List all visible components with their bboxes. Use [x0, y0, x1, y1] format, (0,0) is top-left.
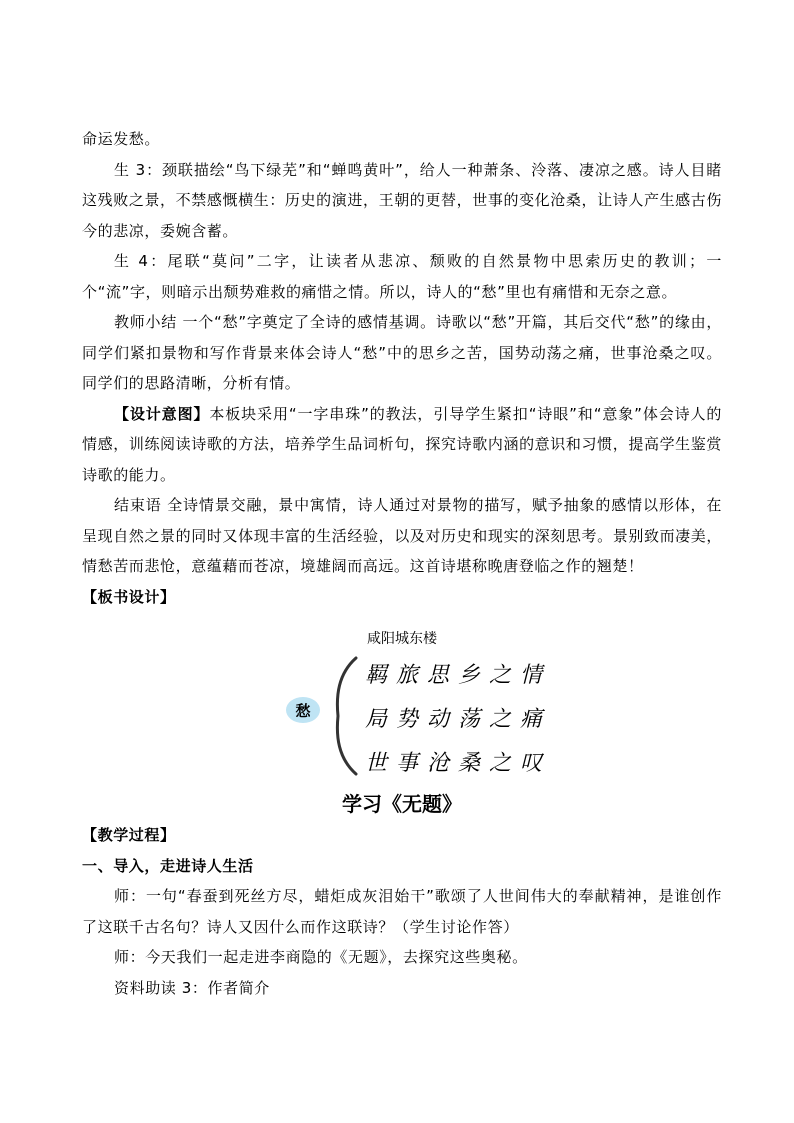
lesson-discussion	[82, 124, 722, 612]
step-heading: 一、导入，走进诗人生活	[82, 856, 254, 875]
board-line-3: 世事沧桑之叹	[365, 751, 552, 776]
paragraph-student-4: 生 4：尾联“莫问”二字，让读者从悲凉、颓败的自然景物中思索历史的教训；一个“流”字，则暗示出颓势难救的痛惜之情。所以，诗人的“愁”里也有痛惜和无奈之意。	[82, 252, 722, 301]
design-intent-text: 本板块采用“一字串珠”的教法，引导学生紧扣“诗眼”和“意象”体会诗人的情感，训练阅读诗歌的方法，培养学生品词析句，探究诗歌内涵的意识和习惯，提高学生鉴赏诗歌的能力。	[82, 404, 722, 484]
paragraph-teacher-question: 师：一句“春蚕到死丝方尽，蜡炬成灰泪始干”歌颂了人世间伟大的奉献精神，是谁创作了这联千古名句？诗人又因什么而作这联诗？（学生讨论作答）	[82, 887, 722, 936]
section-title: 学习《无题》	[342, 792, 462, 816]
paragraph-teacher-intro: 师：今天我们一起走进李商隐的《无题》，去探究这些奥秘。	[114, 948, 528, 966]
paragraph-conclusion: 结束语 全诗情景交融，景中寓情，诗人通过对景物的描写，赋予抽象的感情以形体，在呈现自然之景的同时又体现丰富的生活经验，以及对历史和现实的深刻思考。景别致而凄美，情愁苦而悲怆，意蕴藉而苍凉，境雄阔而高远。这首诗堪称晚唐登临之作的翘楚！	[82, 496, 722, 575]
board-line-1: 羁旅思乡之情	[365, 663, 552, 688]
brace-icon	[330, 656, 360, 776]
process-heading: 【教学过程】	[82, 826, 176, 844]
paragraph-teacher-summary: 教师小结 一个“愁”字奠定了全诗的感情基调。诗歌以“愁”开篇，其后交代“愁”的缘由，同学们紧扣景物和写作背景来体会诗人“愁”中的思乡之苦，国势动荡之痛，世事沧桑之叹。同学们的思路清晰，分析有情。	[82, 313, 722, 392]
board-line-2: 局势动荡之痛	[365, 707, 552, 732]
paragraph-reading-material: 资料助读 3：作者简介	[114, 978, 270, 997]
blackboard-design	[82, 622, 722, 782]
design-intent-label: 【设计意图】	[114, 404, 210, 423]
paragraph-design-intent	[82, 399, 722, 491]
board-title: 咸阳城东楼	[367, 631, 437, 647]
paragraph-student-3: 生 3：颈联描绘“鸟下绿芜”和“蝉鸣黄叶”，给人一种萧条、泠落、凄凉之感。诗人目睹这残败之景，不禁感慨横生：历史的演进，王朝的更替，世事的变化沧桑，让诗人产生感古伤今的悲凉，委婉含蓄。	[82, 160, 722, 240]
paragraph-continuation: 命运发愁。	[82, 130, 161, 148]
board-design-heading: 【板书设计】	[82, 587, 176, 606]
teaching-process	[82, 820, 722, 1003]
board-center-char: 愁	[286, 697, 320, 723]
